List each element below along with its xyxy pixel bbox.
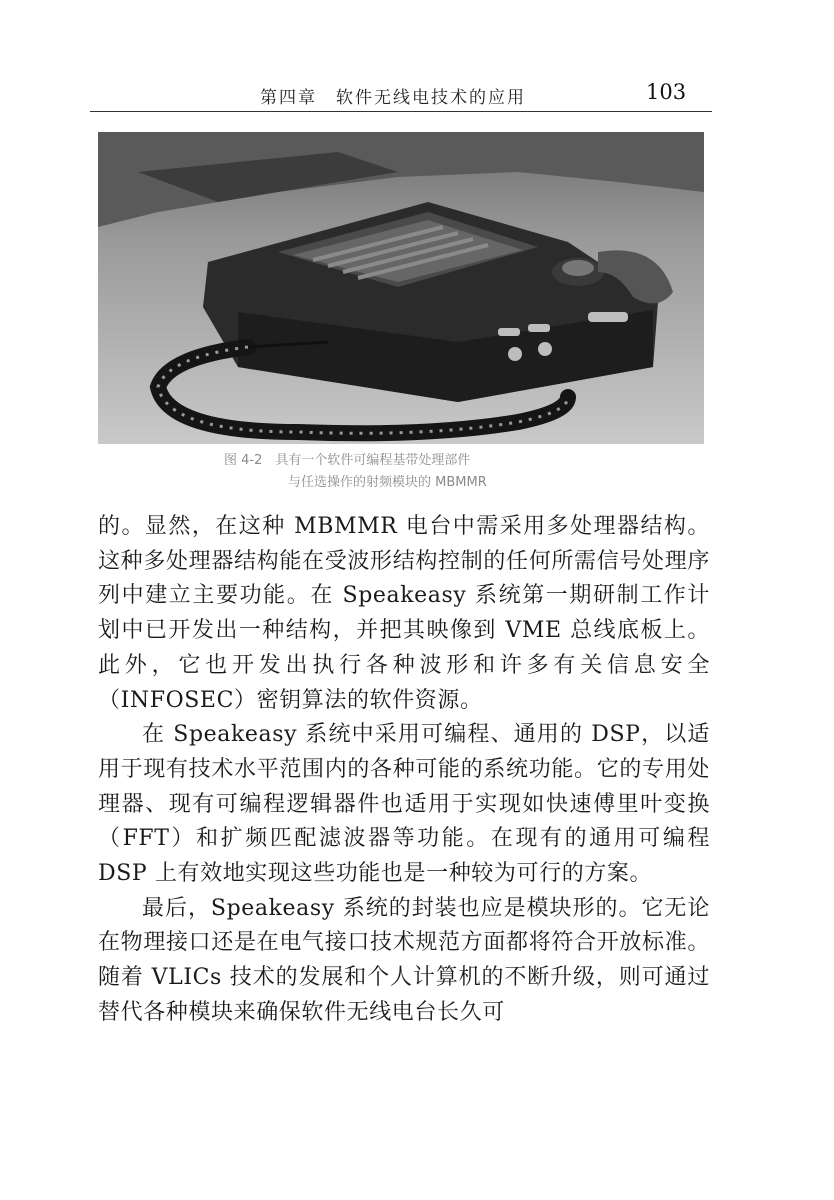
page-number: 103 <box>646 80 687 104</box>
paragraph-1: 的。显然，在这种 MBMMR 电台中需采用多处理器结构。这种多处理器结构能在受波形结构控制的任何所需信号处理序列中建立主要功能。在 Speakeasy 系统第一期研制工作计划中已开发出一种结构，并把其映像到 VME 总线底板上。此外，它也开发出执行各种波形和许多有关信息安全（INFOSEC）密钥算法的软件资源。 <box>98 514 710 713</box>
page-header <box>90 78 712 114</box>
caption-line-1: 图 4-2 具有一个软件可编程基带处理部件 <box>224 453 471 468</box>
chapter-title: 第四章 软件无线电技术的应用 <box>260 88 526 108</box>
paragraph-2: 在 Speakeasy 系统中采用可编程、通用的 DSP，以适用于现有技术水平范围内的各种可能的系统功能。它的专用处理器、现有可编程逻辑器件也适用于实现如快速傅里叶变换（FFT）和扩频匹配滤波器等功能。在现有的通用可编程 DSP 上有效地实现这些功能也是一种较为可行的方案。 <box>98 722 710 887</box>
figure-caption <box>224 450 644 494</box>
caption-line-2: 与任选操作的射频模块的 MBMMR <box>288 475 487 490</box>
header-rule <box>90 111 712 112</box>
paragraph-3: 最后，Speakeasy 系统的封装也应是模块形的。它无论在物理接口还是在电气接口技术规范方面都将符合开放标准。随着 VLICs 技术的发展和个人计算机的不断升级，则可通过替代各种模块来确保软件无线电台长久可 <box>98 895 710 1025</box>
body-text <box>98 510 710 1031</box>
radio-photo <box>98 132 704 444</box>
